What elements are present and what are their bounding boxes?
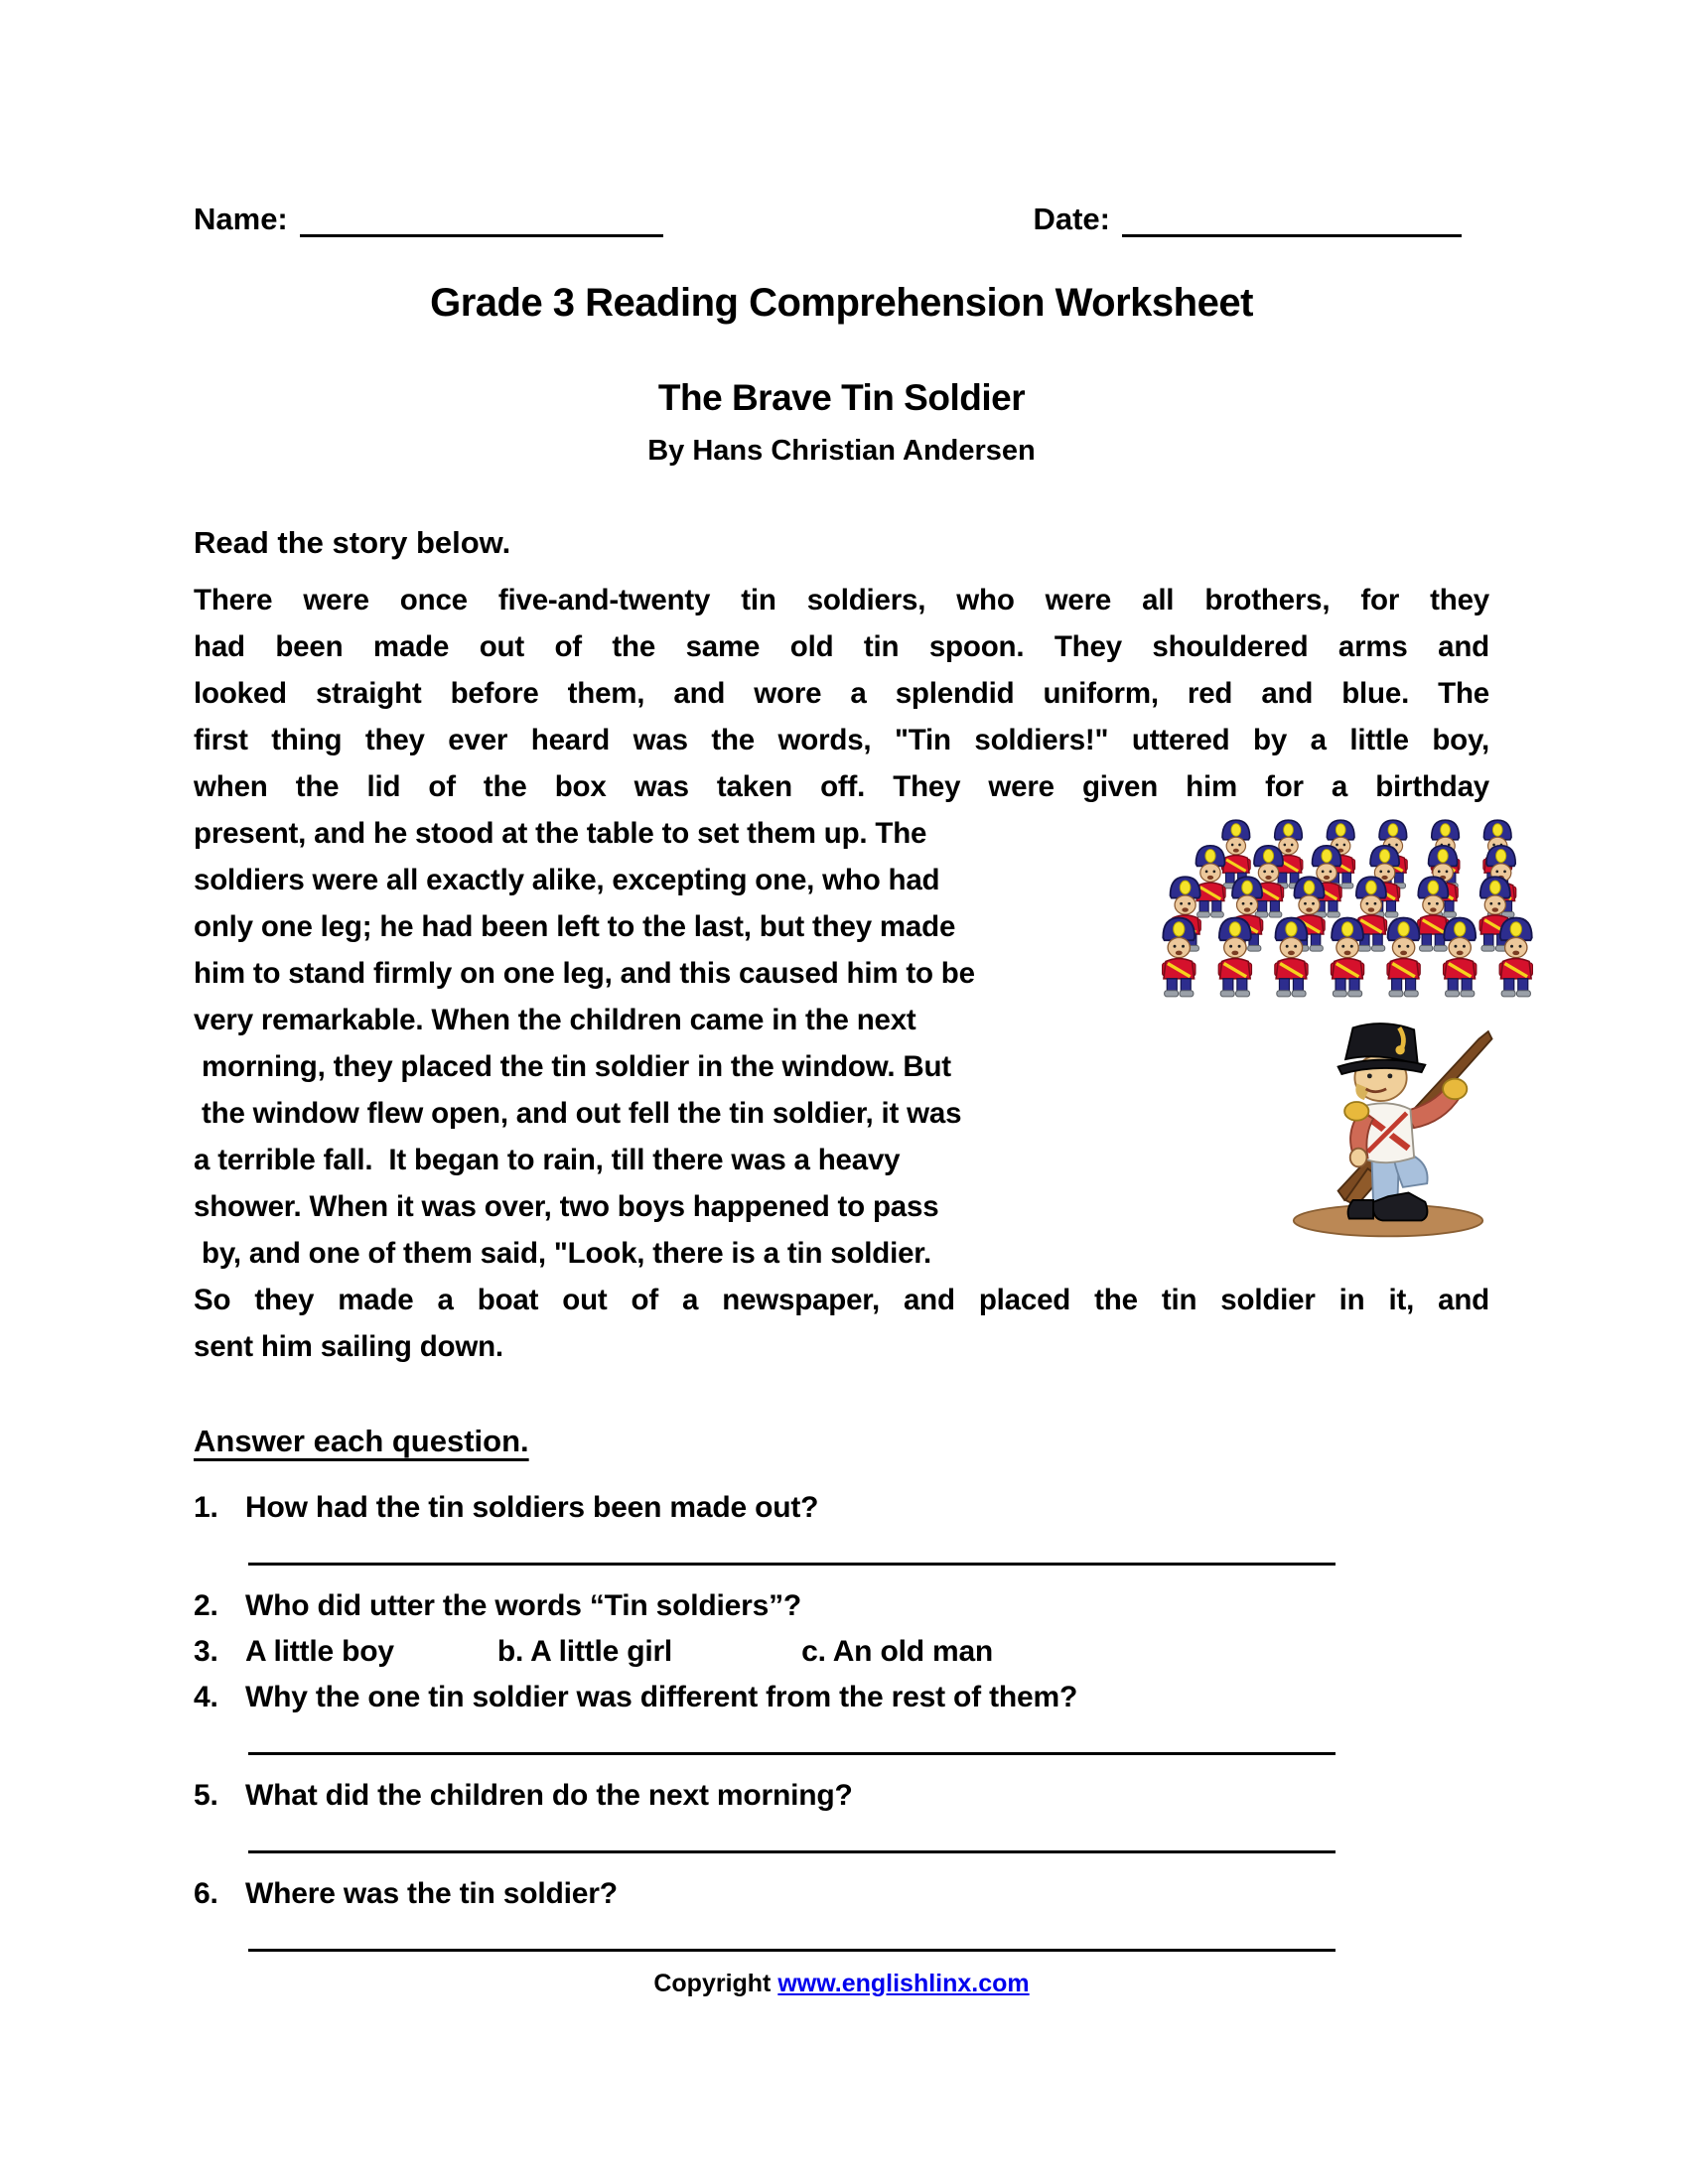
story-byline: By Hans Christian Andersen xyxy=(647,435,1036,467)
option-b: b. A little girl xyxy=(496,1635,673,1668)
question-text: Where was the tin soldier? xyxy=(245,1877,618,1910)
option-a: A little boy xyxy=(245,1635,394,1668)
question-4 xyxy=(194,1675,1489,1720)
story-wrap-section xyxy=(194,810,1489,1277)
copyright-label: Copyright xyxy=(653,1970,778,1997)
question-text: What did the children do the next morning? xyxy=(245,1779,853,1812)
answer-questions-heading: Answer each question. xyxy=(194,1424,529,1458)
name-field xyxy=(194,199,663,237)
story-line: first thing they ever heard was the words, "Tin soldiers!" uttered by a little boy, xyxy=(194,724,1489,756)
story-line: shower. When it was over, two boys happened to pass xyxy=(194,1190,939,1223)
question-3-options xyxy=(194,1629,1489,1675)
date-blank-line xyxy=(1122,199,1462,237)
answer-blank-line-4 xyxy=(248,1720,1336,1755)
story-line: the window flew open, and out fell the tin soldier, it was xyxy=(194,1097,962,1130)
option-c: c. An old man xyxy=(801,1635,994,1668)
question-6 xyxy=(194,1871,1489,1917)
story-line: present, and he stood at the table to set them up. The xyxy=(194,817,927,850)
single-tin-soldier-illustration xyxy=(1249,1013,1527,1247)
story-line: morning, they placed the tin soldier in the window. But xyxy=(194,1050,951,1083)
read-instruction: Read the story below. xyxy=(194,525,511,560)
story-title: The Brave Tin Soldier xyxy=(657,377,1026,418)
answer-blank-line-1 xyxy=(248,1531,1336,1566)
question-1 xyxy=(194,1485,1489,1531)
story-line: sent him sailing down. xyxy=(194,1330,503,1363)
date-label: Date: xyxy=(1033,202,1110,236)
tin-soldiers-group-illustration xyxy=(1150,812,1547,1007)
story-line: only one leg; he had been left to the last, but they made xyxy=(194,910,956,943)
name-label: Name: xyxy=(194,202,288,236)
story-line: by, and one of them said, "Look, there is a tin soldier. xyxy=(194,1237,931,1270)
story-line: There were once five-and-twenty tin soldiers, who were all brothers, for they xyxy=(194,584,1489,616)
story-text xyxy=(194,577,1489,1370)
story-line: So they made a boat out of a newspaper, and placed the tin soldier in it, and xyxy=(194,1284,1489,1316)
question-number: 3. xyxy=(194,1635,218,1668)
answer-blank-line-5 xyxy=(248,1819,1336,1853)
name-blank-line xyxy=(300,199,663,237)
question-number: 4. xyxy=(194,1681,218,1713)
story-line: had been made out of the same old tin spoon. They shouldered arms and xyxy=(194,630,1489,663)
page-title: Grade 3 Reading Comprehension Worksheet xyxy=(430,281,1253,325)
story-line: very remarkable. When the children came in the next xyxy=(194,1004,916,1036)
header-row xyxy=(194,199,1489,237)
date-field xyxy=(1033,199,1462,237)
question-number: 2. xyxy=(194,1589,218,1622)
story-line: him to stand firmly on one leg, and this caused him to be xyxy=(194,957,975,990)
copyright-link[interactable]: www.englishlinx.com xyxy=(777,1970,1030,1997)
question-number: 6. xyxy=(194,1877,218,1910)
question-text: Why the one tin soldier was different from the rest of them? xyxy=(245,1681,1078,1713)
story-wrapped-lines xyxy=(194,810,1132,1277)
story-line: a terrible fall. It began to rain, till there was a heavy xyxy=(194,1144,901,1176)
question-2 xyxy=(194,1583,1489,1629)
answer-blank-line-6 xyxy=(248,1917,1336,1952)
question-5 xyxy=(194,1773,1489,1819)
question-text: Who did utter the words “Tin soldiers”? xyxy=(245,1589,801,1622)
question-list xyxy=(194,1485,1489,1952)
question-text: How had the tin soldiers been made out? xyxy=(245,1491,819,1524)
copyright-footer xyxy=(194,1970,1489,1998)
story-line: looked straight before them, and wore a splendid uniform, red and blue. The xyxy=(194,677,1489,710)
story-line: soldiers were all exactly alike, excepting one, who had xyxy=(194,864,940,896)
question-number: 1. xyxy=(194,1491,218,1524)
question-number: 5. xyxy=(194,1779,218,1812)
story-line: when the lid of the box was taken off. They were given him for a birthday xyxy=(194,770,1489,803)
story-illustration xyxy=(1132,810,1489,1277)
